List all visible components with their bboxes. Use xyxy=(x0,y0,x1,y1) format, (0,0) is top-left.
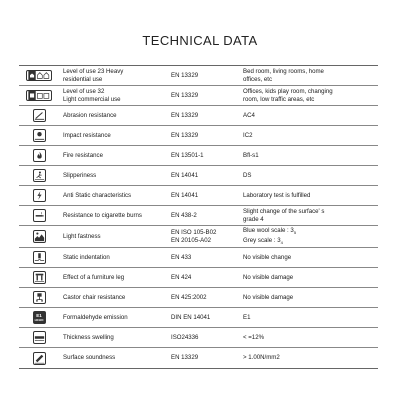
property-label: Effect of a furniture leg xyxy=(63,273,125,281)
test-result: No visible damage xyxy=(243,273,294,281)
technical-data-table xyxy=(19,65,378,369)
test-result: grade 4 xyxy=(243,215,264,223)
test-result: room, low traffic areas, etc xyxy=(243,95,315,103)
test-result: Bed room, living rooms, home xyxy=(243,68,324,76)
impact-resistance-icon xyxy=(33,129,46,142)
icon-label: E1 xyxy=(36,312,42,318)
property-label: Surface soundness xyxy=(63,354,116,362)
standard-value: EN 433 xyxy=(171,253,192,261)
table-row xyxy=(19,348,378,368)
test-result: Offices, kids play room, changing xyxy=(243,88,333,96)
property-label: Thickness swelling xyxy=(63,333,114,341)
test-result: E1 xyxy=(243,313,251,321)
table-row xyxy=(19,206,378,226)
thickness-swelling-icon xyxy=(33,331,46,344)
anti-static-icon xyxy=(33,189,46,202)
property-label: Resistance to cigarette burns xyxy=(63,211,142,219)
standard-value: ISO24336 xyxy=(171,333,199,341)
table-row xyxy=(19,66,378,86)
property-label: Light fastness xyxy=(63,232,101,240)
standard-value: EN 14041 xyxy=(171,171,199,179)
property-label: Anti Static characteristics xyxy=(63,191,132,199)
formaldehyde-emission-icon xyxy=(33,311,46,324)
property-label: Formaldehyde emission xyxy=(63,313,128,321)
castor-chair-icon xyxy=(33,291,46,304)
property-label: Fire resistance xyxy=(63,151,103,159)
slipperiness-icon xyxy=(33,169,46,182)
test-result: DS xyxy=(243,171,252,179)
property-label: Abrasion resistance xyxy=(63,111,117,119)
standard-value: EN 14041 xyxy=(171,191,199,199)
standard-value: EN 13329 xyxy=(171,111,199,119)
value-subscript: 5 xyxy=(293,230,297,236)
table-row xyxy=(19,166,378,186)
table-row xyxy=(19,86,378,106)
surface-soundness-icon xyxy=(33,352,46,365)
standard-value: EN 20105-A02 xyxy=(171,236,211,244)
test-result: No visible damage xyxy=(243,293,294,301)
table-row xyxy=(19,106,378,126)
page-title: TECHNICAL DATA xyxy=(142,33,258,48)
standard-value: EN 424 xyxy=(171,273,192,281)
static-indentation-icon xyxy=(33,251,46,264)
abrasion-resistance-icon xyxy=(33,109,46,122)
test-result: Grey scale : 3 xyxy=(243,236,281,244)
test-result: < =12% xyxy=(243,333,265,341)
standard-value: EN ISO 105-B02 xyxy=(171,229,217,237)
standard-value: EN 425:2002 xyxy=(171,293,207,301)
table-row xyxy=(19,308,378,328)
standard-value: EN 13501-1 xyxy=(171,151,204,159)
standard-value: EN 13329 xyxy=(171,131,199,139)
property-label: Castor chair resistance xyxy=(63,293,126,301)
test-result: > 1.00N/mm2 xyxy=(243,354,280,362)
property-label: Level of use 23 Heavy xyxy=(63,68,124,76)
standard-value: EN 13329 xyxy=(171,71,199,79)
table-row xyxy=(19,248,378,268)
icon-label: HCHO xyxy=(34,317,44,322)
table-row xyxy=(19,186,378,206)
property-label: Level of use 32 xyxy=(63,88,105,96)
test-result: No visible change xyxy=(243,253,292,261)
standard-value: EN 13329 xyxy=(171,91,199,99)
test-result: IC2 xyxy=(243,131,253,139)
test-result: Slight change of the surface' s xyxy=(243,208,325,216)
light-fastness-icon xyxy=(33,230,46,243)
test-result: Bfl-s1 xyxy=(243,151,259,159)
table-row xyxy=(19,288,378,308)
light-commercial-use-icon xyxy=(26,90,52,101)
test-result: offices, etc xyxy=(243,75,273,83)
cigarette-burn-icon xyxy=(33,209,46,222)
test-result: Blue wool scale : 3 xyxy=(243,227,294,235)
table-row xyxy=(19,226,378,248)
table-row xyxy=(19,328,378,348)
table-row xyxy=(19,126,378,146)
value-subscript: 4 xyxy=(280,239,283,245)
property-label: Light commercial use xyxy=(63,95,121,103)
property-label: Slipperiness xyxy=(63,171,97,179)
furniture-leg-icon xyxy=(33,271,46,284)
property-label: residential use xyxy=(63,75,103,83)
table-row xyxy=(19,268,378,288)
fire-resistance-icon xyxy=(33,149,46,162)
standard-value: EN 13329 xyxy=(171,354,199,362)
test-result: Laboratory test is fulfilled xyxy=(243,191,311,199)
standard-value: EN 438-2 xyxy=(171,211,197,219)
heavy-residential-use-icon xyxy=(26,70,52,81)
property-label: Impact resistance xyxy=(63,131,111,139)
standard-value: DIN EN 14041 xyxy=(171,313,211,321)
test-result: AC4 xyxy=(243,111,255,119)
table-row xyxy=(19,146,378,166)
property-label: Static indentation xyxy=(63,253,110,261)
